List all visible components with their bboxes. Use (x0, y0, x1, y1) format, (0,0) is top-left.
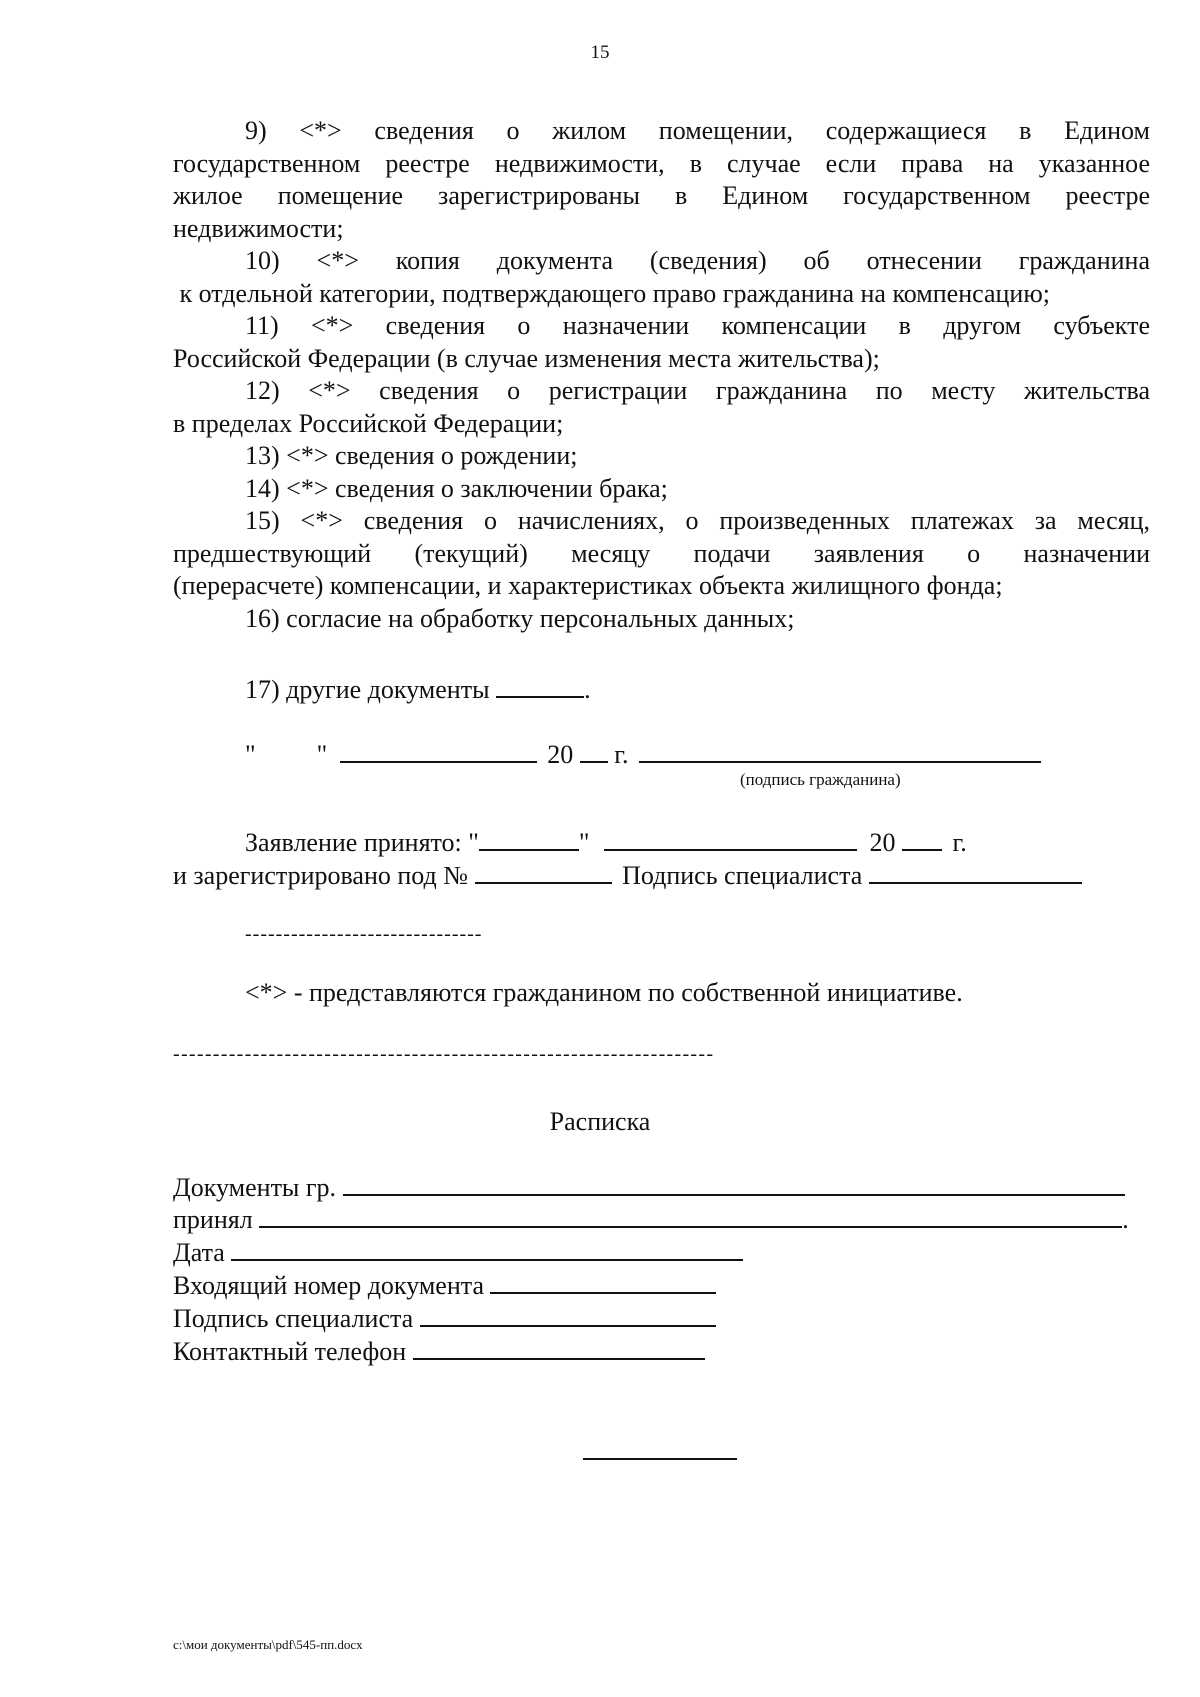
items-container (173, 115, 1150, 635)
receipt-title: Расписка (549, 1107, 651, 1136)
list-item-line: к отдельной категории, подтверждающего право гражданина на компенсацию; (173, 278, 1050, 308)
footnote-separator: ------------------------------- (245, 923, 483, 945)
end-rule (583, 1458, 737, 1460)
receipt-accepted-row (173, 1202, 1129, 1235)
list-item-line: (перерасчете) компенсации, и характеристиках объекта жилищного фонда; (173, 571, 1003, 600)
item-17-end: . (584, 675, 591, 704)
receipt-accepted-end: . (1122, 1205, 1129, 1234)
item-17-text: 17) другие документы (245, 675, 490, 704)
footnote: <*> - представляются гражданином по собственной инициативе. (245, 978, 963, 1007)
accepted-quote-close: " (578, 828, 590, 857)
list-item-line: 13) <*> сведения о рождении; (245, 441, 578, 470)
receipt-documents-row (173, 1170, 1125, 1203)
accepted-year: 20 (869, 828, 896, 857)
registration-number-blank[interactable] (475, 858, 612, 884)
list-item-line: 14) <*> сведения о заключении брака; (245, 473, 668, 503)
receipt-signature-row (173, 1301, 716, 1334)
item-17-blank[interactable] (496, 672, 584, 698)
page-number: 15 (590, 42, 610, 63)
list-item (173, 115, 1150, 245)
list-item (173, 375, 1150, 440)
year-prefix: 20 (547, 740, 574, 769)
month-blank[interactable] (340, 737, 537, 763)
footer-file-path: c:\мои документы\pdf\545-пп.docx (173, 1637, 363, 1652)
list-item-line: в пределах Российской Федерации; (173, 408, 564, 438)
list-item-line: недвижимости; (173, 213, 344, 243)
accepted-year-blank[interactable] (902, 825, 942, 851)
accepted-month-blank[interactable] (604, 825, 857, 851)
list-item-line: Российской Федерации (в случае изменения места жительства); (173, 343, 880, 373)
citizen-signature-blank[interactable] (639, 737, 1041, 763)
receipt-phone-row (173, 1334, 705, 1367)
receipt-documents-label: Документы гр. (173, 1173, 337, 1202)
receipt-phone-label: Контактный телефон (173, 1337, 407, 1366)
list-item (173, 505, 1150, 603)
cut-line: -------------------------------------------------------------------- (173, 1043, 715, 1065)
receipt-signature-blank[interactable] (420, 1301, 716, 1327)
receipt-date-blank[interactable] (231, 1235, 743, 1261)
application-accepted-row (245, 825, 967, 858)
list-item-line: 9) <*> сведения о жилом помещении, содержащиеся в Едином (245, 116, 1150, 145)
citizen-signature-caption: (подпись гражданина) (740, 770, 901, 789)
year-suffix: г. (614, 740, 629, 769)
receipt-phone-blank[interactable] (413, 1334, 705, 1360)
specialist-signature-blank[interactable] (869, 858, 1082, 884)
receipt-signature-label: Подпись специалиста (173, 1304, 414, 1333)
list-item (173, 440, 1150, 473)
list-item-line: 12) <*> сведения о регистрации гражданина по месту жительства (245, 376, 1150, 405)
list-item-line: 10) <*> копия документа (сведения) об отнесении гражданина (245, 246, 1150, 275)
list-item-line: предшествующий (текущий) месяцу подачи заявления о назначении (173, 538, 1150, 568)
receipt-incoming-row (173, 1268, 716, 1301)
list-item (173, 310, 1150, 375)
list-item (173, 473, 1150, 506)
accepted-label: Заявление принято: " (245, 828, 479, 857)
receipt-accepted-label: принял (173, 1205, 253, 1234)
list-item-line: государственном реестре недвижимости, в случае если права на указанное (173, 148, 1150, 178)
citizen-signature-row (245, 737, 1041, 770)
registered-label: и зарегистрировано под № (173, 861, 469, 890)
receipt-incoming-label: Входящий номер документа (173, 1271, 484, 1300)
receipt-documents-blank[interactable] (343, 1170, 1125, 1196)
specialist-signature-label: Подпись специалиста (622, 861, 863, 890)
date-quote-close: " (316, 740, 328, 769)
list-item-line: 11) <*> сведения о назначении компенсации в другом субъекте (245, 311, 1150, 340)
accepted-day-blank[interactable] (479, 825, 579, 851)
date-quote-open: " (245, 740, 256, 769)
list-item (173, 245, 1150, 310)
list-item-line: жилое помещение зарегистрированы в Едином государственном реестре (173, 181, 1150, 210)
year-blank[interactable] (580, 737, 608, 763)
item-17 (245, 672, 591, 705)
document-list (173, 115, 1150, 635)
receipt-accepted-blank[interactable] (259, 1202, 1122, 1228)
registered-row (173, 858, 1082, 891)
list-item (173, 603, 1150, 636)
list-item-line: 16) согласие на обработку персональных данных; (245, 603, 795, 633)
receipt-incoming-blank[interactable] (490, 1268, 716, 1294)
receipt-date-row (173, 1235, 743, 1268)
receipt-date-label: Дата (173, 1238, 225, 1267)
list-item-line: 15) <*> сведения о начислениях, о произведенных платежах за месяц, (245, 506, 1150, 535)
accepted-year-suffix: г. (952, 828, 967, 857)
